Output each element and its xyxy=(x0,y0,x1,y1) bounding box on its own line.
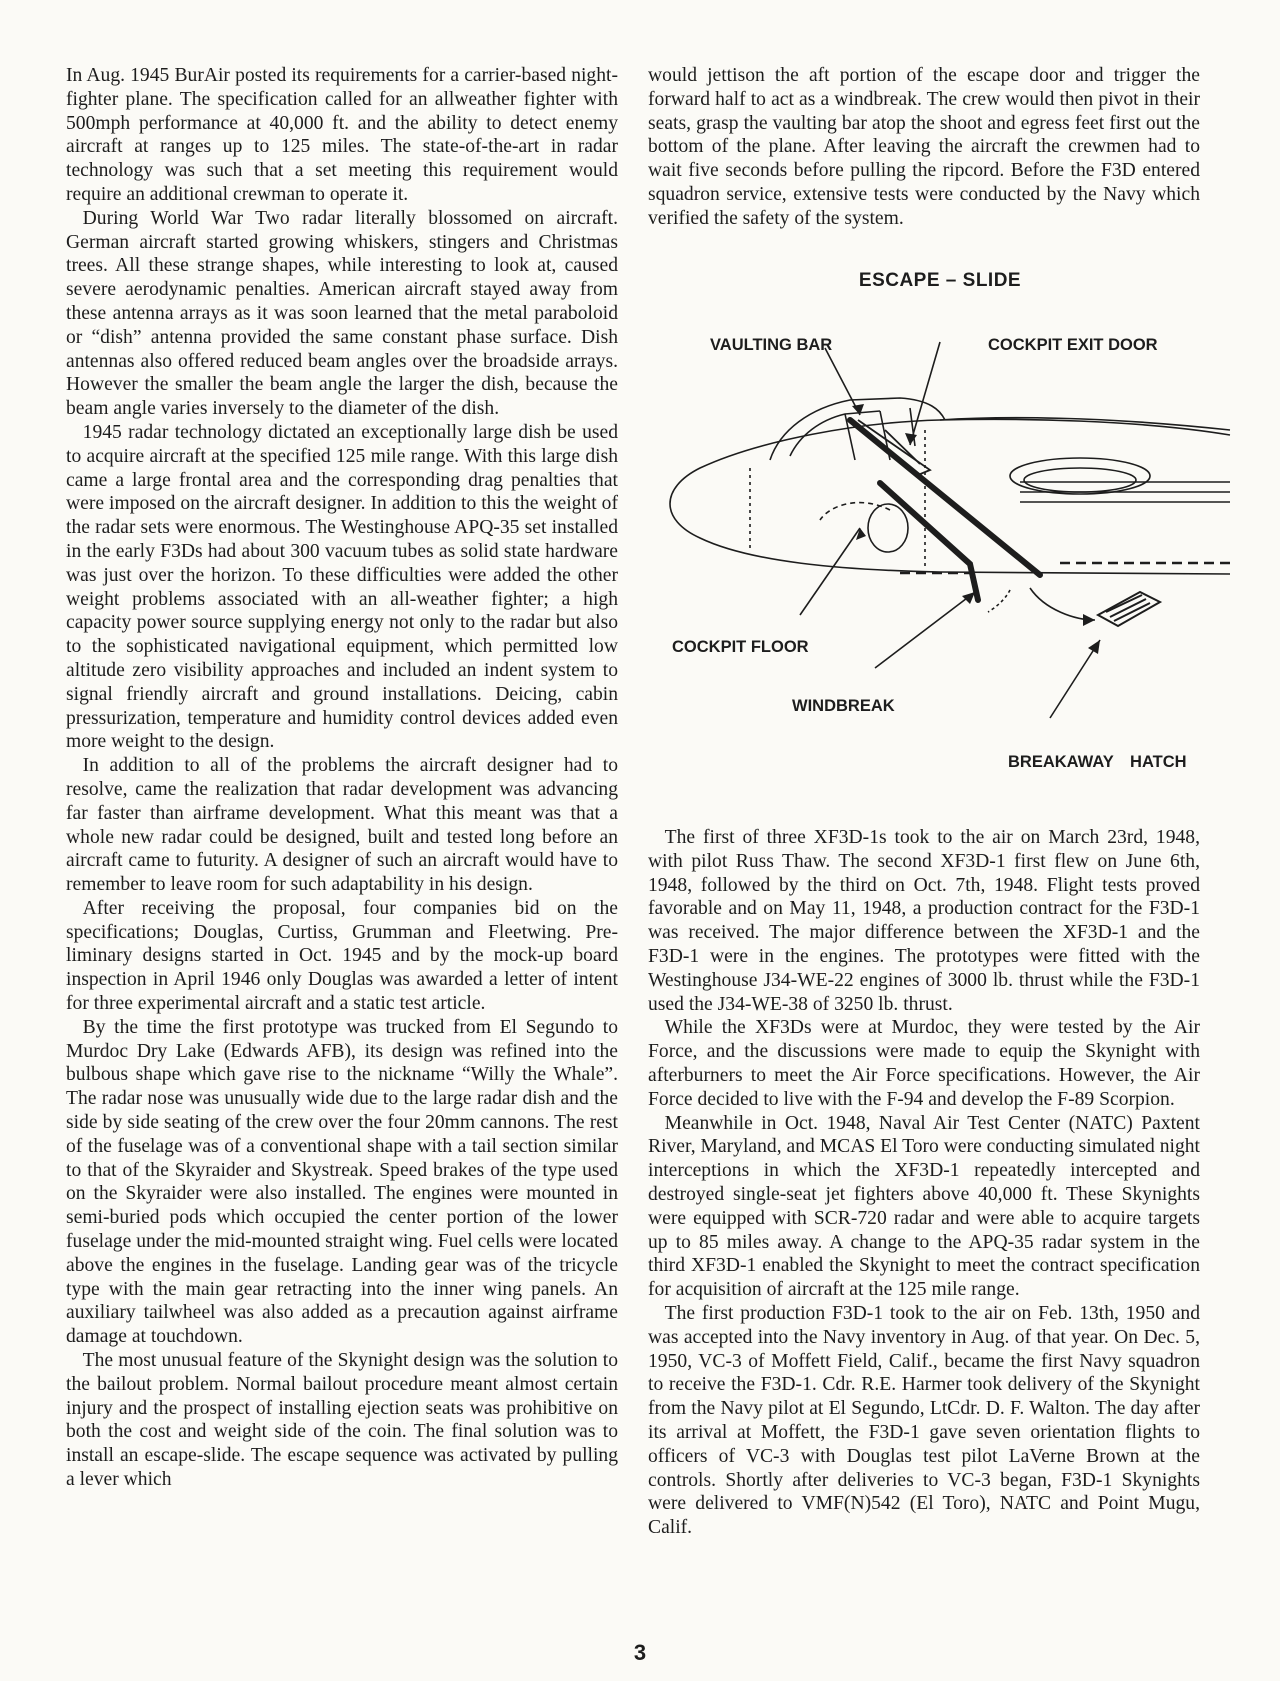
paragraph-requirements: In Aug. 1945 BurAir posted its requirements for a carrier-based night-fighter plane. The specification called for an allweather fighter with 500mph performance at 40,000 ft. and the ability to detect enemy aircraft at ranges up to 125 miles. The state-of-the-art in radar technology was such that a set meeting this requirement would require an additional crewman to operate it. xyxy=(66,65,618,205)
label-cockpit-floor: COCKPIT FLOOR xyxy=(672,638,809,656)
left-text-column xyxy=(66,64,618,1492)
escape-slide-figure xyxy=(640,270,1240,790)
fuselage-outline xyxy=(670,419,1230,574)
leader-windbreak xyxy=(875,592,975,668)
paragraph-escape-sequence: would jettison the aft portion of the escape door and trigger the forward half to act as a windbreak. The crew would then pivot in their seats, grasp the vaulting bar atop the shoot and egress feet first out the bottom of the plane. After leaving the aircraft the crewmen had to wait five seconds before pulling the ripcord. Before the F3D entered squadron service, extensive tests were conducted by the Navy which verified the safety of the system. xyxy=(648,65,1200,229)
breakaway-hatch-shape xyxy=(1098,592,1160,626)
paragraph-radar-history: During World War Two radar literally blossomed on aircraft. German aircraft started growing whiskers, stingers and Christmas trees. All these strange shapes, while interesting to look at, caused severe aerodynamic penalties. American aircraft stayed away from these antenna arrays as it was soon learned that the metal paraboloid or “dish” antenna provided the same constant phase surface. Dish antennas also offered reduced beam angles over the broadside arrays. However the smaller the beam angle the larger the dish, because the beam angle varies inversely to the diameter of the dish. xyxy=(66,207,618,420)
page-number: 3 xyxy=(633,1640,647,1665)
label-windbreak: WINDBREAK xyxy=(792,697,895,715)
paragraph-first-flights: The first of three XF3D-1s took to the air on March 23rd, 1948, with pilot Russ Thaw. The second XF3D-1 first flew on June 6th, 1948, followed by the third on Oct. 7th, 1948. Flight tests proved favorable and on May 11, 1948, a production contract for the F3D-1 was received. The major difference between the XF3D-1 and the F3D-1 were in the engines. The prototypes were fitted with the Westinghouse J34-WE-22 engines of 3000 lb. thrust while the F3D-1 used the J34-WE-38 of 3250 lb. thrust. xyxy=(648,827,1200,1015)
cockpit-seat xyxy=(868,504,908,552)
paragraph-first-production: The first production F3D-1 took to the air on Feb. 13th, 1950 and was accepted into the Navy inventory in Aug. of that year. On Dec. 5, 1950, VC-3 of Moffett Field, Calif., became the first Navy squadron to receive the F3D-1. Cdr. R.E. Harmer took delivery of the Skynight from the Navy pilot at El Segundo, LtCdr. D. F. Walton. The day after its arrival at Moffett, the F3D-1 gave seven orientation flights to officers of VC-3 with Douglas test pilot LaVerne Brown at the controls. Shortly after deliveries to VC-3 began, F3D-1 Skynights were delivered to VMF(N)542 (El Toro), NATC and Point Mugu, Calif. xyxy=(648,1302,1200,1539)
paragraph-radar-technology: 1945 radar technology dictated an exceptionally large dish be used to acquire aircraft at the specified 125 mile range. With this large dish came a large frontal area and the corresponding drag penalties that were imposed on the aircraft designer. In addition to this the weight of the radar sets were enormous. The Westinghouse APQ-35 set installed in the early F3Ds had about 300 vacuum tubes as solid state hardware was just over the horizon. To these difficulties were added the other weight problems associated with an all-weather fighter; a high capacity power source supplying energy not only to the radar but also to the sophisticated navigational equipment, which permitted low altitude zero visibility approaches and included an indent system to signal friendly aircraft and ground installations. Deicing, cabin pressurization, temperature and humidity control devices added even more weight to the design. xyxy=(66,421,618,753)
paragraph-night-interceptions: Meanwhile in Oct. 1948, Naval Air Test Center (NATC) Paxtent River, Maryland, and MCAS El Toro were conducting simulated night interceptions in which the XF3D-1 repeatedly intercepted and destroyed single-seat jet fighters above 40,000 ft. These Skynights were equipped with SCR-720 radar and were able to acquire targets up to 85 miles away. A change to the APQ-35 radar system in the third XF3D-1 enabled the Skynight to meet the contract specification for acquisition of aircraft at the 125 mile range. xyxy=(648,1112,1201,1301)
paragraph-radar-development: In addition to all of the problems the aircraft designer had to resolve, came the realization that radar development was advancing far faster than airframe development. What this meant was that a whole new radar could be designed, built and tested long before an aircraft came to futurity. A designer of such an aircraft would have to remember to leave room for such adaptability in his design. xyxy=(66,755,618,896)
label-cockpit-exit-door: COCKPIT EXIT DOOR xyxy=(988,336,1158,354)
escape-slide-chute xyxy=(850,420,1040,575)
paragraph-air-force-tests: While the XF3Ds were at Murdoc, they were tested by the Air Force, and the discussions were made to equip the Skynight with afterburners to meet the Air Force specifications. However, the Air Force decided to live with the F-94 and develop the F-89 Scorpion. xyxy=(648,1017,1200,1110)
right-text-column-top xyxy=(648,64,1200,231)
leader-breakaway-hatch xyxy=(1050,640,1100,718)
paragraph-proposal-bids: After receiving the proposal, four companies bid on the specifications; Douglas, Curtiss, Grumman and Fleetwing. Preliminary designs started in Oct. 1945 and by the mock-up board inspection in April 1946 only Douglas was awarded a letter of intent for three experimental aircraft and a static test article. xyxy=(66,897,618,1015)
leader-cockpit-floor xyxy=(800,528,860,615)
label-vaulting-bar: VAULTING BAR xyxy=(710,336,833,354)
paragraph-prototype-design: By the time the first prototype was trucked from El Segundo to Murdoc Dry Lake (Edwards AFB), its design was refined into the bulbous shape which gave rise to the nickname “Willy the Whale”. The radar nose was unusually wide due to the large radar dish and the side by side seating of the crew over the four 20mm cannons. The rest of the fuselage was of a conventional shape with a tail section similar to that of the Skyraider and Skystreak. Speed brakes of the type used on the Skyraider were also installed. The engines were mounted in semi-buried pods which occupied the center portion of the lower fuselage under the mid-mounted straight wing. Fuel cells were located above the engines in the fuselage. Landing gear was of the tricycle type with the main gear retracting into the inner wing panels. An auxiliary tailwheel was also added as a precaution against airframe damage at touchdown. xyxy=(66,1016,618,1348)
figure-title: ESCAPE – SLIDE xyxy=(858,270,1022,291)
paragraph-bailout-problem: The most unusual feature of the Skynight design was the solution to the bailout problem. Normal bailout procedure meant almost certain injury and the prospect of installing ejection seats was prohibitive on both the cost and weight side of the coin. The final solution was to install an escape-slide. The escape sequence was activated by pulling a lever which xyxy=(66,1350,618,1491)
label-breakaway-hatch: BREAKAWAY HATCH xyxy=(1008,753,1187,771)
right-text-column-bottom xyxy=(648,826,1200,1540)
engine-intake xyxy=(1010,458,1150,494)
leader-cockpit-exit-door xyxy=(910,342,940,445)
windbreak-panel xyxy=(880,483,978,600)
